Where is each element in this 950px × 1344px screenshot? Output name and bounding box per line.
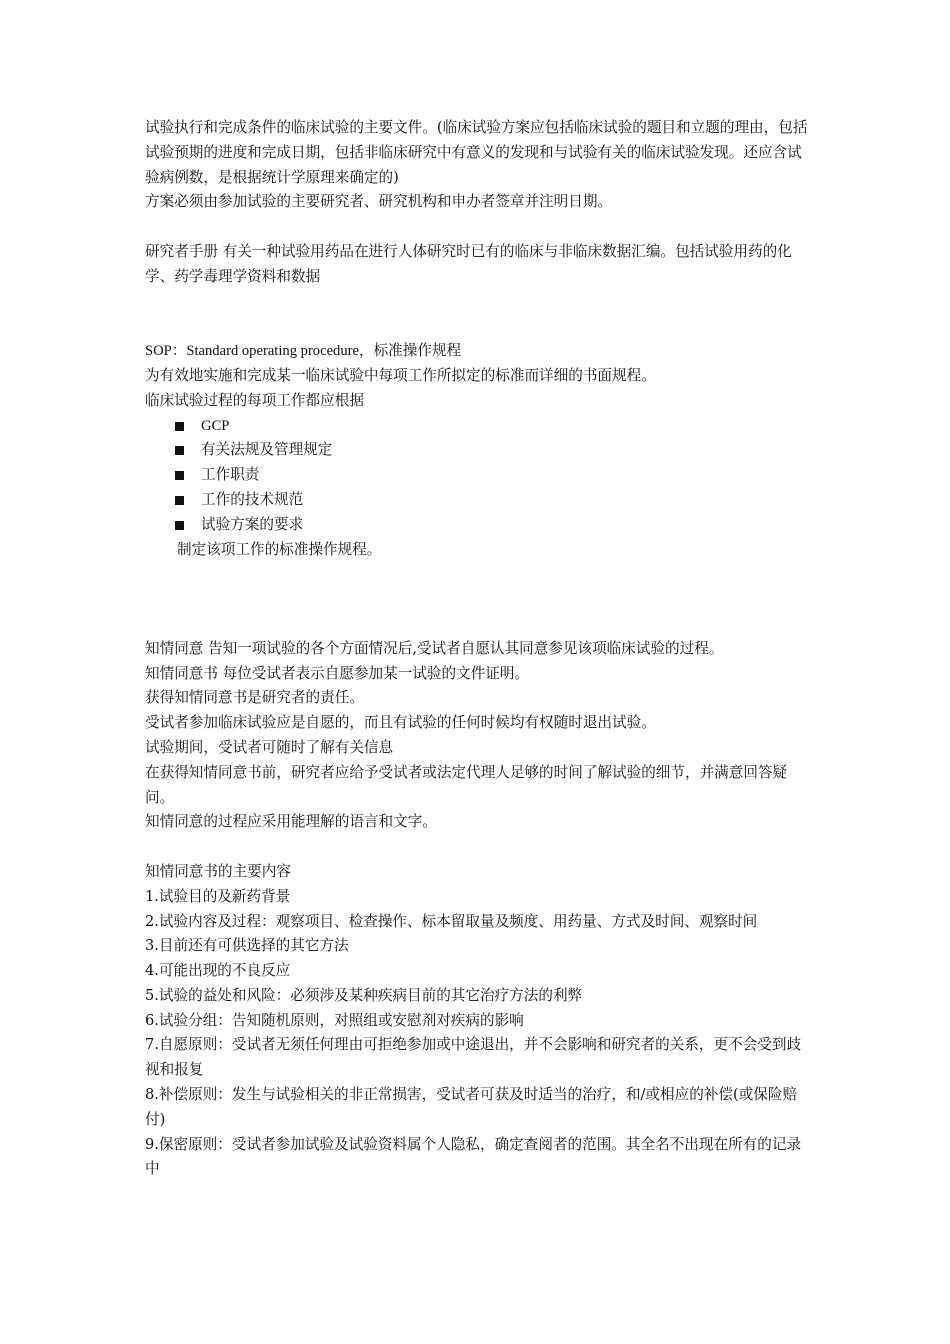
sop-closing: 制定该项工作的标准操作规程。 bbox=[177, 540, 382, 558]
consent-content-item: 5.试验的益处和风险：必须涉及某种疾病目前的其它治疗方法的利弊 bbox=[145, 986, 583, 1004]
informed-consent-line: 受试者参加临床试验应是自愿的，而且有试验的任何时候均有权随时退出试验。 bbox=[145, 714, 656, 732]
list-item: 试验方案的要求 bbox=[145, 513, 811, 538]
consent-content-item: 9.保密原则：受试者参加试验及试验资料属个人隐私，确定查阅者的范围。其全名不出现在所有的记录中 bbox=[145, 1135, 802, 1178]
spacer bbox=[145, 215, 811, 240]
sop-definition: 为有效地实施和完成某一临床试验中每项工作所拟定的标准而详细的书面规程。 bbox=[145, 366, 656, 384]
square-bullet-icon bbox=[175, 422, 184, 431]
informed-consent-line: 获得知情同意书是研究者的责任。 bbox=[145, 689, 364, 707]
investigator-brochure-definition: 研究者手册 有关一种试验用药品在进行人体研究时已有的临床与非临床数据汇编。包括试验用药的化学、药学毒理学资料和数据 bbox=[145, 242, 792, 285]
sop-lead: 临床试验过程的每项工作都应根据 bbox=[145, 391, 364, 409]
spacer bbox=[145, 290, 811, 340]
consent-content-item: 8.补偿原则：发生与试验相关的非正常损害，受试者可获及时适当的治疗，和/或相应的补偿(或保险赔付) bbox=[145, 1086, 798, 1128]
consent-content-item: 1.试验目的及新药背景 bbox=[145, 887, 291, 905]
consent-content-item: 6.试验分组：告知随机原则，对照组或安慰剂对疾病的影响 bbox=[145, 1011, 524, 1029]
square-bullet-icon bbox=[175, 471, 184, 480]
consent-content-item: 7.自愿原则：受试者无须任何理由可拒绝参加或中途退出，并不会影响和研究者的关系，更不会受到歧视和报复 bbox=[145, 1036, 802, 1079]
square-bullet-icon bbox=[175, 496, 184, 505]
protocol-description: 试验执行和完成条件的临床试验的主要文件。(临床试验方案应包括临床试验的题目和立题的理由，包括试验预期的进度和完成日期，包括非临床研究中有意义的发现和与试验有关的临床试验发现。还应含试验病例数，是根据统计学原理来确定的) bbox=[145, 119, 808, 186]
informed-consent-line: 试验期间，受试者可随时了解有关信息 bbox=[145, 738, 394, 756]
consent-content-item: 4.可能出现的不良反应 bbox=[145, 962, 291, 980]
sop-bullet-list bbox=[145, 414, 811, 538]
consent-content-item: 3.目前还有可供选择的其它方法 bbox=[145, 937, 349, 955]
informed-consent-line: 知情同意书 每位受试者表示自愿参加某一试验的文件证明。 bbox=[145, 664, 530, 682]
list-item: 工作职责 bbox=[145, 463, 811, 488]
list-item: 有关法规及管理规定 bbox=[145, 438, 811, 463]
informed-consent-line: 知情同意的过程应采用能理解的语言和文字。 bbox=[145, 813, 437, 831]
informed-consent-line: 知情同意 告知一项试验的各个方面情况后,受试者自愿认其同意参见该项临床试验的过程。 bbox=[145, 639, 724, 657]
list-item: 工作的技术规范 bbox=[145, 488, 811, 513]
consent-content-item: 2.试验内容及过程：观察项目、检查操作、标本留取量及频度、用药量、方式及时间、观察时间 bbox=[145, 912, 758, 930]
protocol-signature-note: 方案必须由参加试验的主要研究者、研究机构和申办者签章并注明日期。 bbox=[145, 193, 613, 211]
square-bullet-icon bbox=[175, 446, 184, 455]
consent-contents-title: 知情同意书的主要内容 bbox=[145, 862, 291, 880]
document-body bbox=[145, 116, 811, 1182]
informed-consent-line: 在获得知情同意书前，研究者应给予受试者或法定代理人足够的时间了解试验的细节，并满意回答疑问。 bbox=[145, 763, 788, 806]
square-bullet-icon bbox=[175, 521, 184, 530]
spacer bbox=[145, 835, 811, 860]
sop-title: SOP：Standard operating procedure，标准操作规程 bbox=[145, 343, 462, 360]
list-item: GCP bbox=[145, 414, 811, 439]
spacer bbox=[145, 562, 811, 636]
